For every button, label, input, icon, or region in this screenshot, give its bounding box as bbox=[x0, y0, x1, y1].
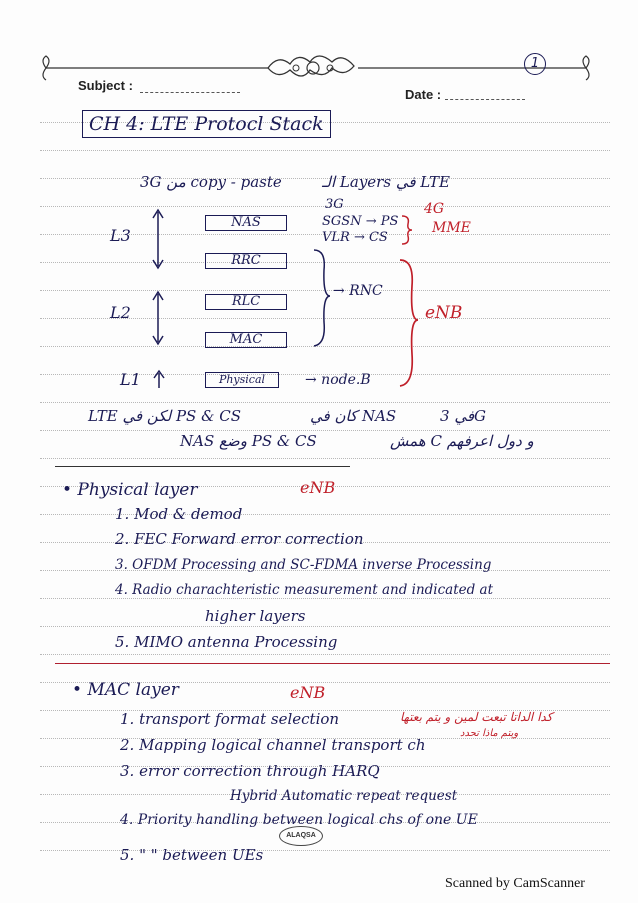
up-arrow-icon bbox=[152, 370, 166, 390]
rrc-box: RRC bbox=[205, 253, 287, 269]
mac-item-3-cont: Hybrid Automatic repeat request bbox=[230, 788, 458, 804]
ruled-line bbox=[40, 402, 610, 403]
section-divider-red bbox=[55, 663, 610, 664]
physical-heading: • Physical layer bbox=[62, 480, 198, 500]
section-divider bbox=[55, 466, 350, 467]
rnc-brace-icon bbox=[312, 248, 330, 348]
brace-icon bbox=[400, 214, 412, 246]
ruled-line bbox=[40, 150, 610, 151]
enb-brace-icon bbox=[398, 258, 420, 388]
lte-note-line1-mid: كان في NAS bbox=[310, 407, 397, 425]
lte-note-line2-left: NAS وضع PS & CS bbox=[180, 432, 317, 450]
lte-note-line1-right: في 3G bbox=[440, 407, 486, 425]
physical-item-3: 3. OFDM Processing and SC-FDMA inverse Processing bbox=[115, 557, 492, 573]
stack-note-left: 3G من copy - paste bbox=[140, 173, 282, 191]
mac-heading: • MAC layer bbox=[72, 680, 179, 700]
mac-item-1: 1. transport format selection bbox=[120, 710, 340, 728]
ruled-line bbox=[40, 458, 610, 459]
page-number-circle: 1 bbox=[524, 53, 546, 75]
double-arrow-icon bbox=[150, 290, 166, 346]
core-note-sgsn: SGSN → PS bbox=[322, 214, 399, 229]
stack-note-right: الـ Layers في LTE bbox=[322, 173, 450, 191]
rlc-box: RLC bbox=[205, 294, 287, 310]
mac-arabic-note: كدا الداتا تبعت لمين و يتم بعتها bbox=[400, 710, 553, 724]
mac-box: MAC bbox=[205, 332, 287, 348]
physical-item-5: 5. MIMO antenna Processing bbox=[115, 633, 338, 651]
mac-item-2: 2. Mapping logical channel transport ch bbox=[120, 736, 426, 754]
layer-label-l3: L3 bbox=[110, 226, 131, 245]
mac-item-3: 3. error correction through HARQ bbox=[120, 762, 380, 780]
double-arrow-icon bbox=[150, 208, 166, 270]
core-note-vlr: VLR → CS bbox=[322, 230, 388, 245]
ruled-line bbox=[40, 626, 610, 627]
physical-box: Physical bbox=[205, 372, 279, 388]
subject-underline bbox=[140, 92, 240, 93]
enb-label: eNB bbox=[425, 303, 463, 323]
scanner-footer: Scanned by CamScanner bbox=[445, 876, 585, 891]
subject-label: Subject : bbox=[78, 78, 133, 93]
layer-label-l2: L2 bbox=[110, 303, 131, 322]
mme-label: MME bbox=[432, 220, 471, 236]
mac-item-5: 5. " " between UEs bbox=[120, 846, 264, 864]
date-underline bbox=[445, 99, 525, 100]
mac-enb: eNB bbox=[290, 683, 326, 702]
notebook-logo: ALAQSA bbox=[279, 826, 323, 846]
ruled-line bbox=[40, 430, 610, 431]
physical-item-4: 4. Radio charachteristic measurement and indicated at bbox=[115, 582, 494, 598]
layer-label-l1: L1 bbox=[120, 370, 141, 389]
mac-arabic-note-2: ويتم ماذا تحدد bbox=[460, 728, 519, 739]
physical-item-1: 1. Mod & demod bbox=[115, 505, 243, 523]
ruled-line bbox=[40, 598, 610, 599]
date-label: Date : bbox=[405, 87, 442, 102]
physical-item-2: 2. FEC Forward error correction bbox=[115, 530, 364, 548]
lte-note-line1-left: LTE لكن في PS & CS bbox=[88, 407, 241, 425]
ruled-line bbox=[40, 654, 610, 655]
core-note-3g: 3G bbox=[325, 197, 344, 212]
mme-4g-label: 4G bbox=[424, 201, 445, 217]
page-title: CH 4: LTE Protocl Stack bbox=[82, 110, 331, 138]
physical-enb: eNB bbox=[300, 478, 336, 497]
lte-note-line2-right: همش C و دول اعرفهم bbox=[390, 432, 534, 450]
mac-item-4: 4. Priority handling between logical chs of one UE bbox=[120, 812, 478, 828]
nas-box: NAS bbox=[205, 215, 287, 231]
nodeb-label: → node.B bbox=[305, 372, 371, 388]
physical-item-4-cont: higher layers bbox=[205, 607, 306, 625]
rnc-label: → RNC bbox=[333, 283, 383, 299]
